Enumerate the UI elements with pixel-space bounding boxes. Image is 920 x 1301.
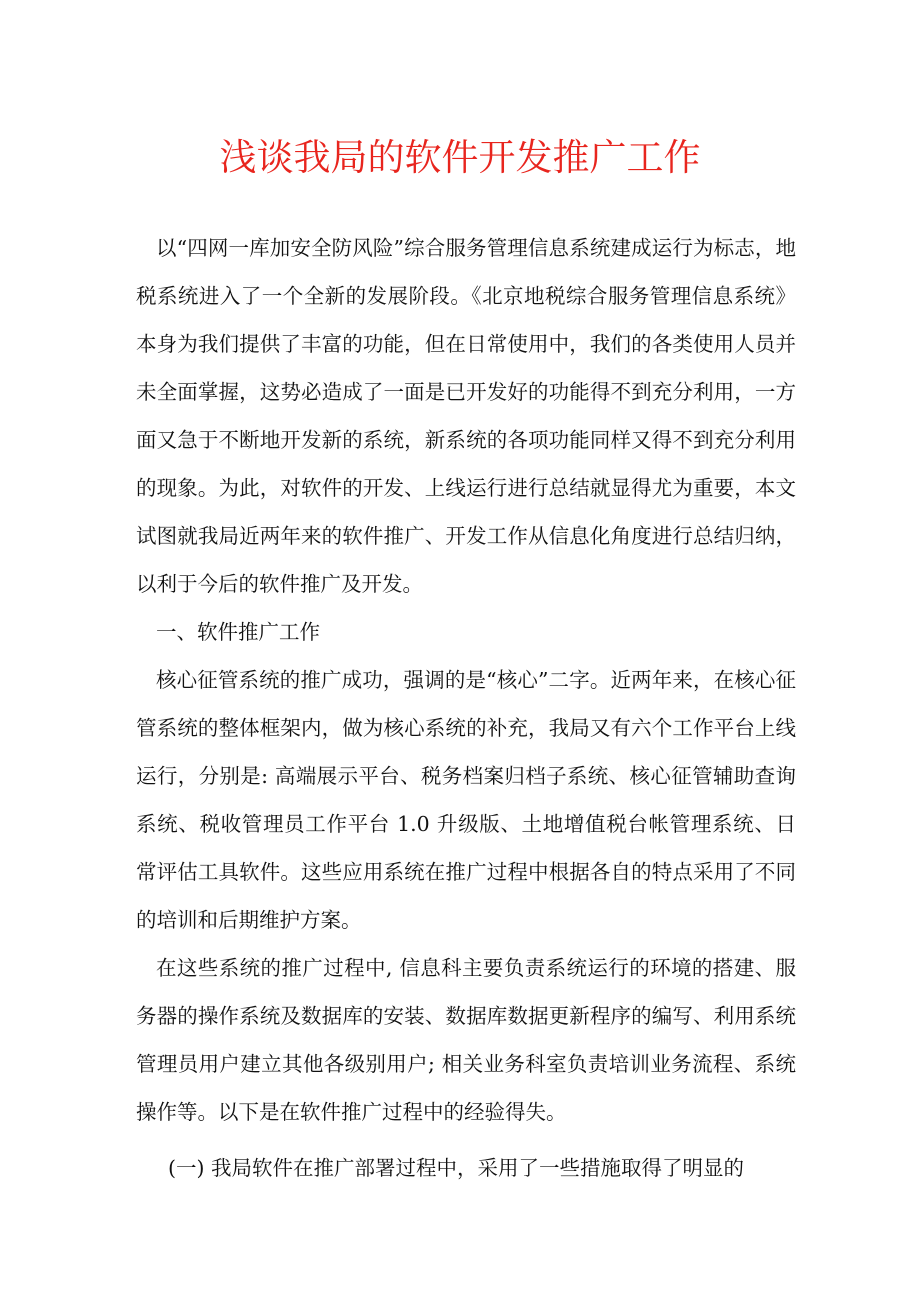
section-heading: 一、软件推广工作 [156,620,320,644]
intro-paragraph: 以“四网一库加安全防风险”综合服务管理信息系统建成运行为标志，地税系统进入了一个全新的发展阶段。《北京地税综合服务管理信息系统》本身为我们提供了丰富的功能，但在日常使用中，我们的各类使用人员并未全面掌握，这势必造成了一面是已开发好的功能得不到充分利用，一方面又急于不断地开发新的系统，新系统的各项功能同样又得不到充分利用的现象。为此，对软件的开发、上线运行进行总结就显得尤为重要，本文试图就我局近两年来的软件推广、开发工作从信息化角度进行总结归纳，以利于今后的软件推广及开发。 [136,236,796,596]
document-title: 浅谈我局的软件开发推广工作 [219,136,701,179]
subsection-paragraph: (一) 我局软件在推广部署过程中，采用了一些措施取得了明显的 [168,1156,745,1180]
body-paragraph: 核心征管系统的推广成功，强调的是“核心”二字。近两年来，在核心征管系统的整体框架内，做为核心系统的补充，我局又有六个工作平台上线运行，分别是: 高端展示平台、税务档案归档子系统、核心征管辅助查询系统、税收管理员工作平台 1.0 升级版、土地增值税台帐管理系统、日常评估工具软件。这些应用系统在推广过程中根据各自的特点采用了不同的培训和后期维护方案。 [136,668,796,932]
body-paragraph: 在这些系统的推广过程中, 信息科主要负责系统运行的环境的搭建、服务器的操作系统及数据库的安装、数据库数据更新程序的编写、利用系统管理员用户建立其他各级别用户; 相关业务科室负责培训业务流程、系统操作等。以下是在软件推广过程中的经验得失。 [136,956,796,1124]
